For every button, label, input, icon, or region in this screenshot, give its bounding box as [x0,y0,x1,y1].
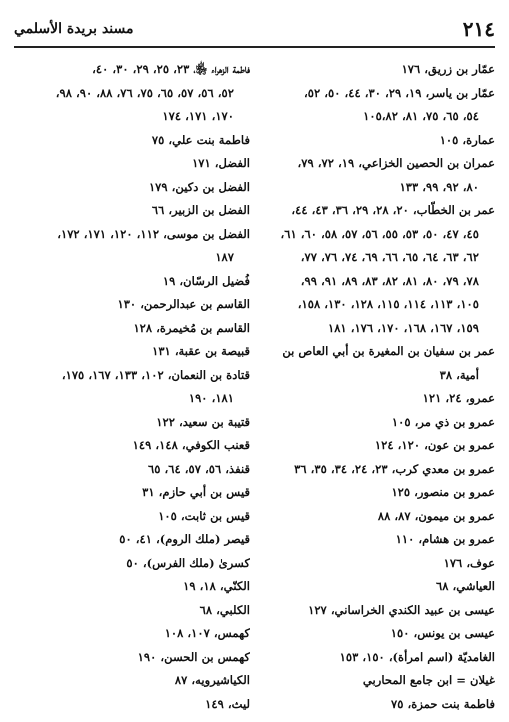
index-entry: القاسم بن مُخيمرة، ١٢٨ [133,320,250,335]
index-entry: عمرو بن معدي كرب، ٢٣، ٢٤، ٣٤، ٣٥، ٣٦ [294,461,495,476]
page-number: ٢١٤ [462,17,495,41]
index-entry-continuation: ١٧٠، ١٧١، ١٧٤ [162,109,234,123]
index-entry: عمر بن سفيان بن المغيرة بن أبي العاص بن [282,344,495,358]
index-entry: فاطمة الزهراء ﵂، ٢٣، ٢٥، ٢٩، ٣٠، ٤٠، [92,62,250,76]
index-entry: عمران بن الحصين الخزاعي، ١٩، ٧٢، ٧٩، [297,156,495,170]
header-rule [14,46,495,48]
index-entry: عمرو بن هشام، ١١٠ [395,532,495,546]
index-entry: كهمس، ١٠٧، ١٠٨ [164,626,250,640]
index-entry: كسرىٰ (ملك الفرس)، ٥٠ [126,555,250,570]
page-header [14,16,495,42]
index-entry-continuation: ٦٢، ٦٣، ٦٤، ٦٥، ٦٦، ٦٩، ٧٤، ٧٦، ٧٧، [300,250,479,264]
index-entry: عمرو بن ذي مر، ١٠٥ [391,414,495,429]
index-entry: فاطمة بنت علي، ٧٥ [151,132,250,147]
running-title: مسند بريدة الأسلمي [14,21,134,37]
index-entry: الكنّي، ١٨، ١٩ [183,579,250,593]
index-entry-continuation: أمية، ٣٨ [439,367,479,382]
index-entry: غيلان = ابن جامع المحاربي [362,673,495,687]
index-entry-continuation: ٤٥، ٤٧، ٥٠، ٥٣، ٥٥، ٥٦، ٥٧، ٥٨، ٦٠، ٦١، [280,226,479,241]
index-entry: عمر بن الخطّاب، ٢٠، ٢٨، ٢٩، ٣٦، ٤٣، ٤٤، [291,203,495,217]
index-entry: قنفذ، ٥٦، ٥٧، ٦٤، ٦٥ [148,461,250,476]
index-column-left [14,58,250,712]
index-entry: قبيصة بن عقبة، ١٣١ [152,344,250,358]
index-columns [14,58,495,712]
index-entry: ليث، ١٤٩ [205,696,250,711]
index-entry: الفضل بن دكين، ١٧٩ [148,179,250,194]
index-entry: قيس بن ثابت، ١٠٥ [158,508,250,523]
index-entry: فُضيل الرسّان، ١٩ [162,273,250,288]
index-entry: الفضل، ١٧١ [192,156,250,170]
index-entry: عمارة، ١٠٥ [439,132,495,147]
index-entry-continuation: ١٨١، ١٩٠ [188,391,234,405]
index-column-right [259,58,495,712]
index-entry: فاطمة بنت حمزة، ٧٥ [391,696,495,711]
index-entry: عمرو بن ميمون، ٨٧، ٨٨ [377,508,495,523]
index-entry: كهمس بن الحسن، ١٩٠ [137,649,250,664]
index-entry: الغامديّة (اسم امرأة)، ١٥٠، ١٥٣ [339,649,495,664]
index-entry: قتيبة بن سعيد، ١٢٢ [156,414,250,429]
index-entry: عمرو بن عون، ١٢٠، ١٢٤ [374,438,495,452]
index-entry: العياشي، ٦٨ [435,579,495,593]
index-entry-continuation: ٥٢، ٥٦، ٥٧، ٦٥، ٧٥، ٧٦، ٨٨، ٩٠، ٩٨، [55,85,234,100]
index-entry: عوف، ١٧٦ [443,555,495,570]
index-entry: قعنب الكوفي، ١٤٨، ١٤٩ [132,438,250,452]
index-entry: عمّار بن ياسر، ١٩، ٢٩، ٣٠، ٤٤، ٥٠، ٥٢، [304,85,495,100]
index-entry: عيسى بن يونس، ١٥٠ [390,626,495,640]
index-entry-continuation: ١٥٩، ١٦٧، ١٦٨، ١٧٠، ١٧٦، ١٨١ [327,320,479,335]
index-entry: عيسى بن عبيد الكندي الخراساني، ١٢٧ [308,602,495,617]
index-entry: قيصر (ملك الروم)، ٤١، ٥٠ [119,532,250,546]
index-entry-continuation: ١٠٥، ١١٣، ١١٤، ١١٥، ١٢٨، ١٣٠، ١٥٨، [297,297,479,311]
index-entry: الكلبي، ٦٨ [199,602,250,617]
index-entry: قتادة بن النعمان، ١٠٢، ١٣٣، ١٦٧، ١٧٥، [61,367,250,382]
index-entry: الفضل بن موسى، ١١٢، ١٢٠، ١٧١، ١٧٢، [57,226,250,241]
index-entry: عمّار بن زريق، ١٧٦ [401,62,495,76]
index-entry: الفضل بن الزبير، ٦٦ [151,203,250,217]
index-entry-continuation: ٧٨، ٧٩، ٨٠، ٨١، ٨٢، ٨٣، ٨٩، ٩١، ٩٩، [300,273,479,288]
index-entry-continuation: ١٨٧ [215,250,234,264]
index-entry-continuation: ٥٤، ٦٥، ٧٥، ٨١، ١٠٥،٨٢ [363,109,479,123]
index-entry: قيس بن أبي حازم، ٣١ [142,485,250,499]
index-entry: عمرو، ٢٤، ١٢١ [422,391,495,405]
index-entry: القاسم بن عبدالرحمن، ١٣٠ [117,297,250,311]
index-entry-continuation: ٨٠، ٩٢، ٩٩، ١٣٣ [399,179,479,194]
index-entry: عمرو بن منصور، ١٢٥ [391,485,495,499]
index-entry: الكياشيرويه، ٨٧ [174,673,250,687]
